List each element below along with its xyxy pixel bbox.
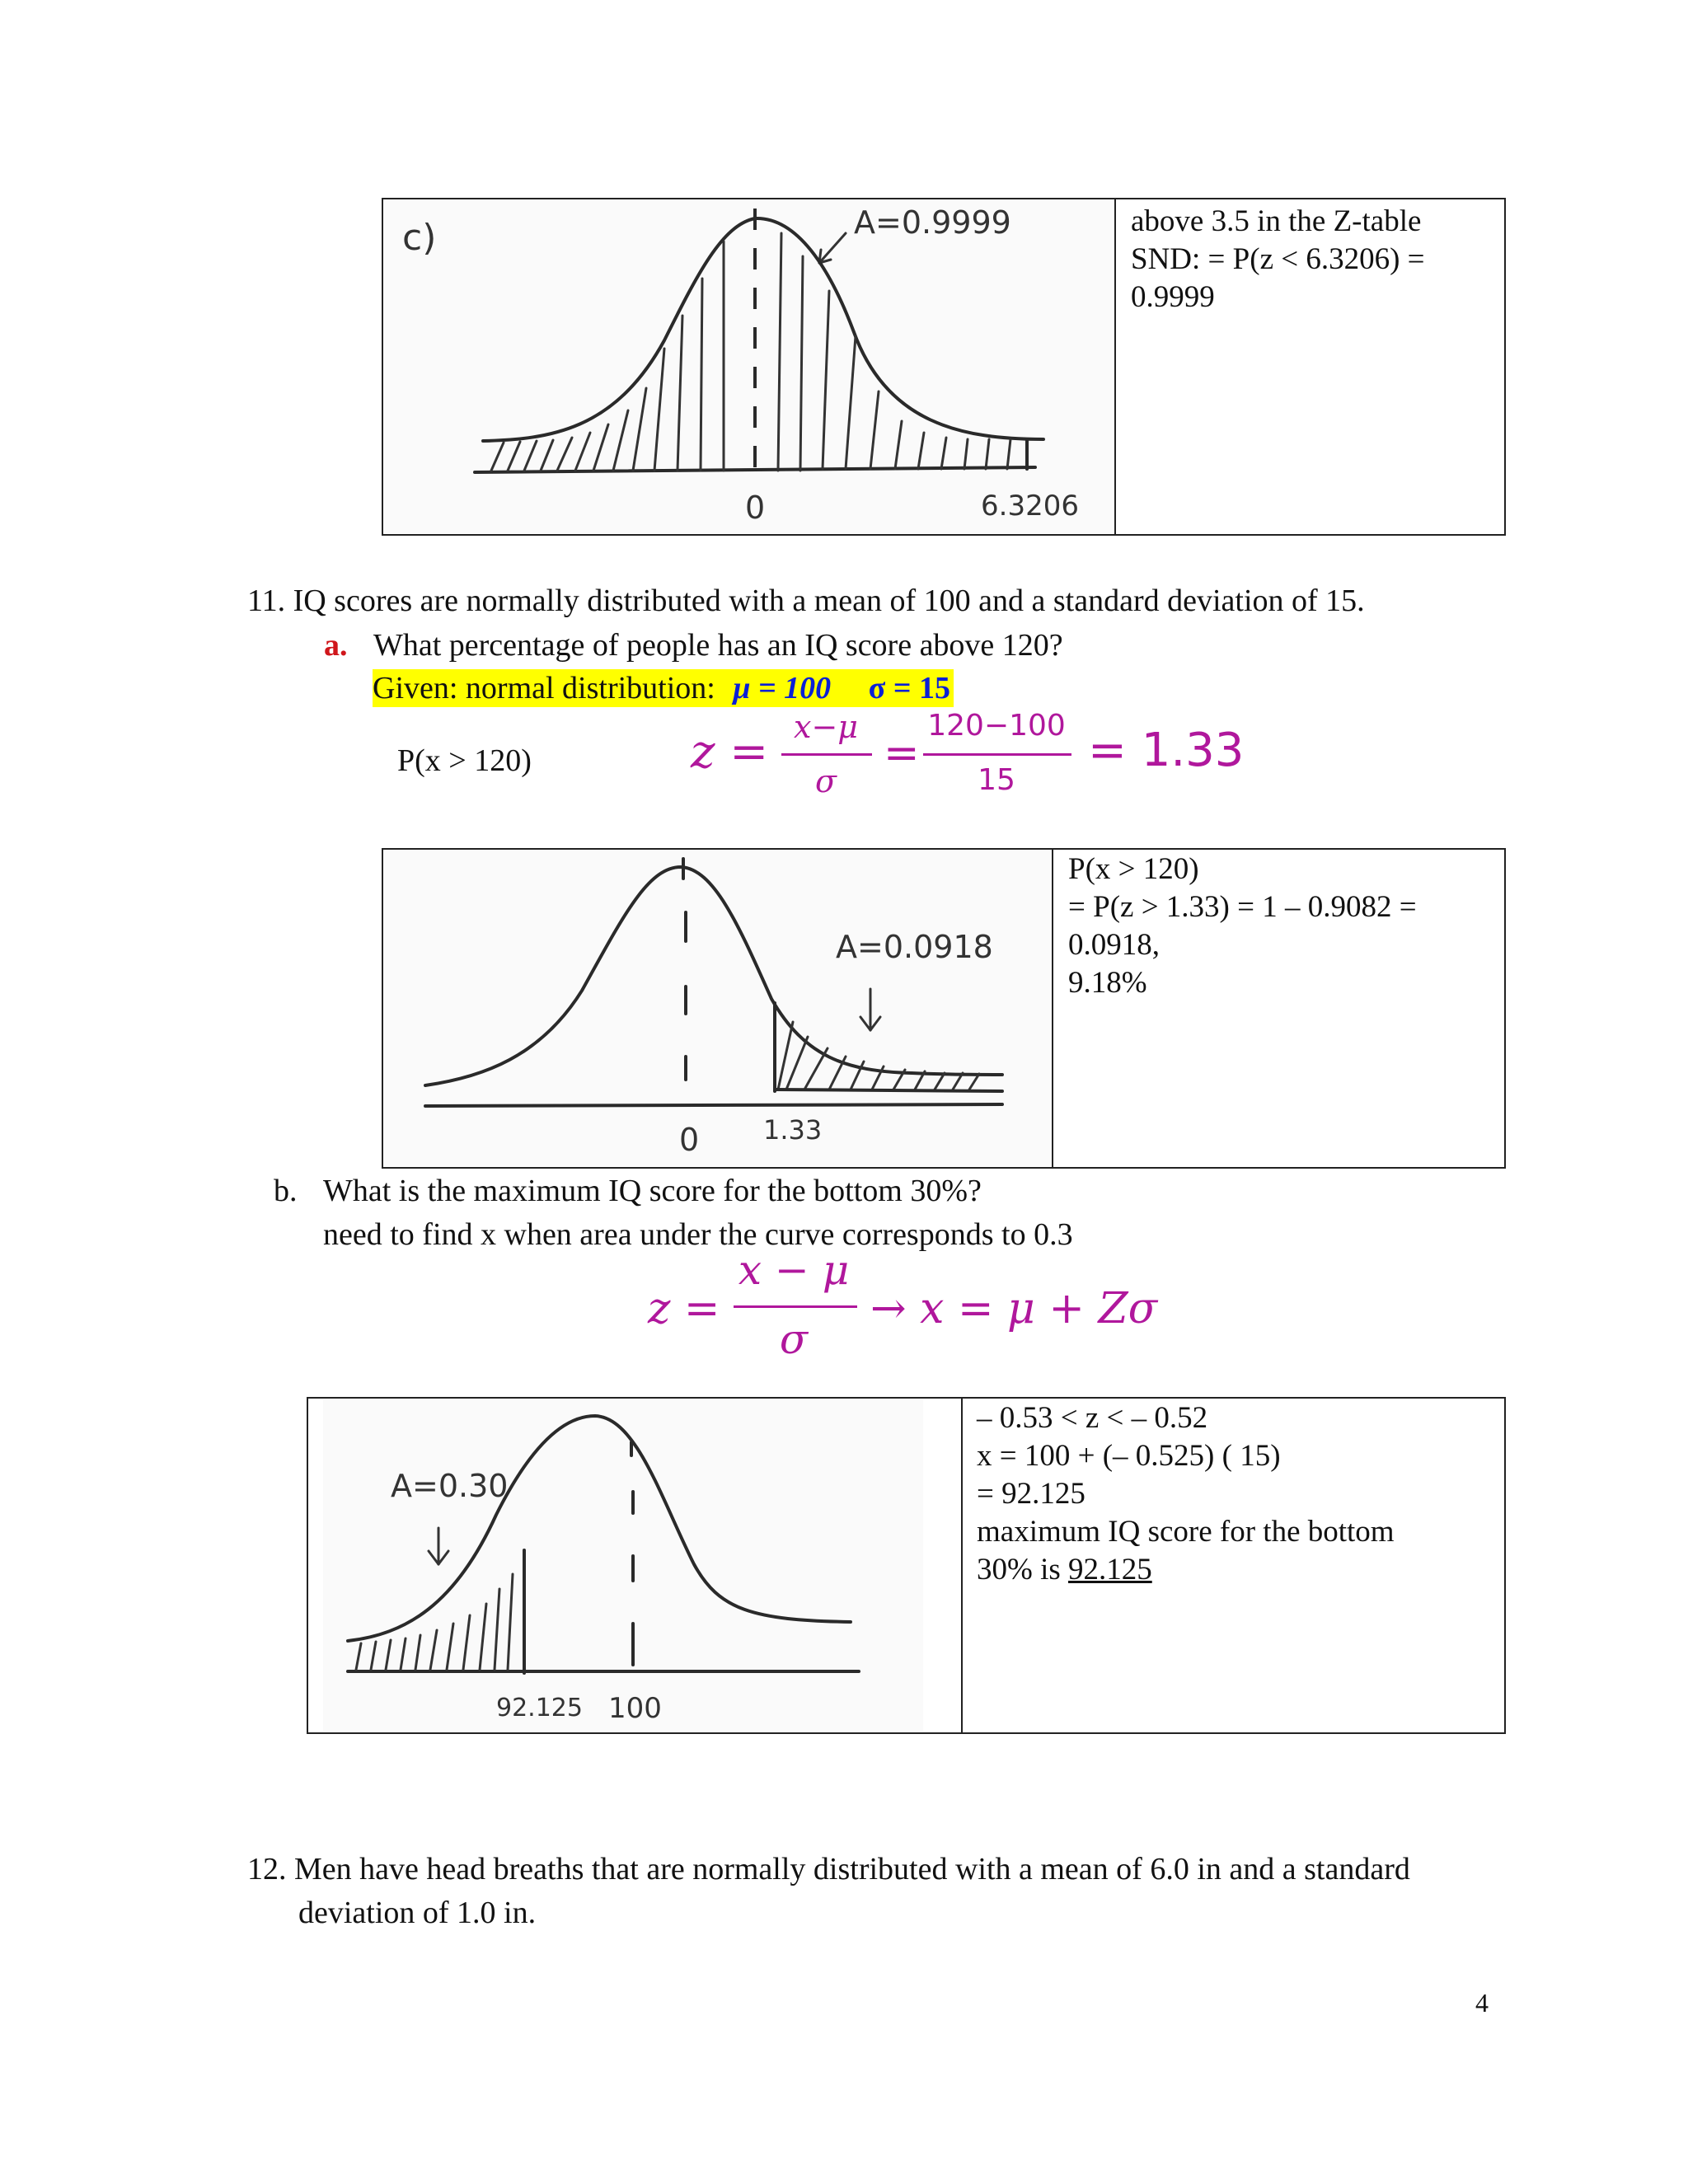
q11b-line: x = 100 + (– 0.525) ( 15) [977,1439,1281,1473]
q11b-question: What is the maximum IQ score for the bottom 30%? [323,1174,982,1208]
q11a-line: = P(z > 1.33) = 1 – 0.9082 = [1068,890,1417,924]
q11a-question: What percentage of people has an IQ score above 120? [373,628,1063,663]
formula-a-result: = 1.33 [1088,724,1245,777]
part-c-sketch [384,200,1113,533]
fraction-bar-a1 [781,753,872,756]
q11-stem: 11. IQ scores are normally distributed with a mean of 100 and a standard deviation of 15. [247,583,1365,618]
given-prefix: Given: normal distribution: [373,671,715,705]
shading-a [778,1022,979,1090]
part-c-divider [1114,198,1116,536]
q11a-line: 0.0918, [1068,928,1160,962]
q11a-divider [1052,848,1053,1169]
q11a-line [324,626,1063,664]
q11a-letter: a. [324,628,348,663]
bell-curve-a [425,867,1002,1085]
page-number: 4 [1475,1988,1489,2018]
bell-curve-c [483,218,1043,441]
fraction-bar-b [734,1305,857,1308]
px-label: P(x > 120) [397,743,532,778]
arrow-c [819,233,846,263]
formula-a-den: σ [815,763,837,799]
part-c-line: above 3.5 in the Z-table [1131,204,1422,238]
formula-a-num2: 120−100 [927,709,1066,743]
tick-zero-c: 0 [745,490,766,526]
normal-curve-sketch-c [384,200,1113,533]
q11b-line: = 92.125 [977,1477,1085,1511]
part-c-line: SND: = P(z < 6.3206) = [1131,242,1425,276]
formula-b-num: x − μ [738,1246,850,1294]
q12-line2: deviation of 1.0 in. [298,1896,537,1930]
tick-z-a: 1.33 [763,1114,823,1146]
fraction-bar-a2 [923,753,1071,756]
area-label-a: A=0.0918 [836,929,993,965]
q11a-explanation [1068,851,1417,1002]
q11b-explanation [977,1399,1395,1589]
normal-curve-sketch-b [323,1399,923,1732]
tick-z-c: 6.3206 [981,490,1079,523]
q11b-note: need to find x when area under the curve corresponds to 0.3 [323,1217,1073,1252]
q11b-line: maximum IQ score for the bottom [977,1515,1395,1549]
normal-curve-sketch-a [384,851,1050,1166]
area-label-b: A=0.30 [391,1468,509,1504]
tick-mean-b: 100 [608,1692,662,1725]
q12-line1: 12. Men have head breaths that are normally distributed with a mean of 6.0 in and a standard [247,1852,1410,1886]
formula-a-eq: = [884,729,920,778]
formula-a-den2: 15 [978,763,1015,797]
formula-b-rest: → x = μ + Zσ [870,1284,1158,1333]
q11b-sketch [323,1399,923,1732]
q11b-divider [961,1397,963,1734]
given-sigma: σ = 15 [868,671,950,705]
q11b-line: – 0.53 < z < – 0.52 [977,1401,1208,1435]
answer-value: 92.125 [1068,1553,1152,1586]
area-label-c: A=0.9999 [854,204,1011,241]
shading-c [491,233,1010,471]
part-c-label: c) [402,217,437,259]
axis-a [425,1104,1002,1106]
part-c-explanation [1131,203,1425,316]
q11a-line: P(x > 120) [1068,852,1199,886]
answer-prefix: 30% is [977,1553,1068,1586]
q11b-line-last [977,1551,1395,1589]
q11-given [373,669,954,707]
shading-b [356,1574,513,1670]
q11b-line [274,1172,982,1210]
formula-a-z: z = [691,725,769,779]
q11a-sketch [384,851,1050,1166]
given-mu: μ = 100 [733,671,832,705]
bell-curve-b [348,1416,851,1641]
part-c-line: 0.9999 [1131,280,1215,314]
tick-x-b: 92.125 [496,1694,583,1722]
q11b-letter: b. [274,1174,298,1208]
formula-a-num: x−μ [794,709,858,745]
formula-b-den: σ [779,1315,809,1363]
formula-b-z: z = [648,1284,720,1333]
tick-zero-a: 0 [679,1122,700,1158]
q11a-line: 9.18% [1068,966,1147,1000]
